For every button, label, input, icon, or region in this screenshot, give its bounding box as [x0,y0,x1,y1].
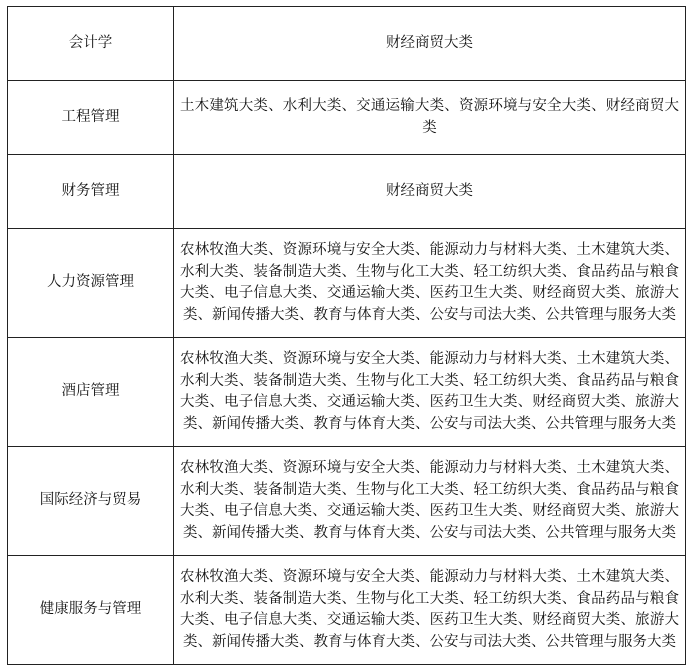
category-cell: 财经商贸大类 [174,155,686,229]
table-row [8,447,686,556]
category-cell: 农林牧渔大类、资源环境与安全大类、能源动力与材料大类、土木建筑大类、水利大类、装备制造大类、生物与化工大类、轻工纺织大类、食品药品与粮食大类、电子信息大类、交通运输大类、医药卫生大类、财经商贸大类、旅游大类、新闻传播大类、教育与体育大类、公安与司法大类、公共管理与服务大类 [174,338,686,447]
major-cell: 酒店管理 [8,338,174,447]
table-row [8,81,686,155]
table-row [8,229,686,338]
table-row [8,338,686,447]
major-cell: 人力资源管理 [8,229,174,338]
major-cell: 会计学 [8,7,174,81]
majors-table [7,6,686,665]
table-row [8,7,686,81]
category-cell: 农林牧渔大类、资源环境与安全大类、能源动力与材料大类、土木建筑大类、水利大类、装备制造大类、生物与化工大类、轻工纺织大类、食品药品与粮食大类、电子信息大类、交通运输大类、医药卫生大类、财经商贸大类、旅游大类、新闻传播大类、教育与体育大类、公安与司法大类、公共管理与服务大类 [174,229,686,338]
table-row [8,155,686,229]
major-cell: 健康服务与管理 [8,556,174,665]
major-cell: 财务管理 [8,155,174,229]
category-cell: 农林牧渔大类、资源环境与安全大类、能源动力与材料大类、土木建筑大类、水利大类、装备制造大类、生物与化工大类、轻工纺织大类、食品药品与粮食大类、电子信息大类、交通运输大类、医药卫生大类、财经商贸大类、旅游大类、新闻传播大类、教育与体育大类、公安与司法大类、公共管理与服务大类 [174,447,686,556]
category-cell: 土木建筑大类、水利大类、交通运输大类、资源环境与安全大类、财经商贸大类 [174,81,686,155]
category-cell: 农林牧渔大类、资源环境与安全大类、能源动力与材料大类、土木建筑大类、水利大类、装备制造大类、生物与化工大类、轻工纺织大类、食品药品与粮食大类、电子信息大类、交通运输大类、医药卫生大类、财经商贸大类、旅游大类、新闻传播大类、教育与体育大类、公安与司法大类、公共管理与服务大类 [174,556,686,665]
major-cell: 国际经济与贸易 [8,447,174,556]
table-row [8,556,686,665]
major-cell: 工程管理 [8,81,174,155]
category-cell: 财经商贸大类 [174,7,686,81]
